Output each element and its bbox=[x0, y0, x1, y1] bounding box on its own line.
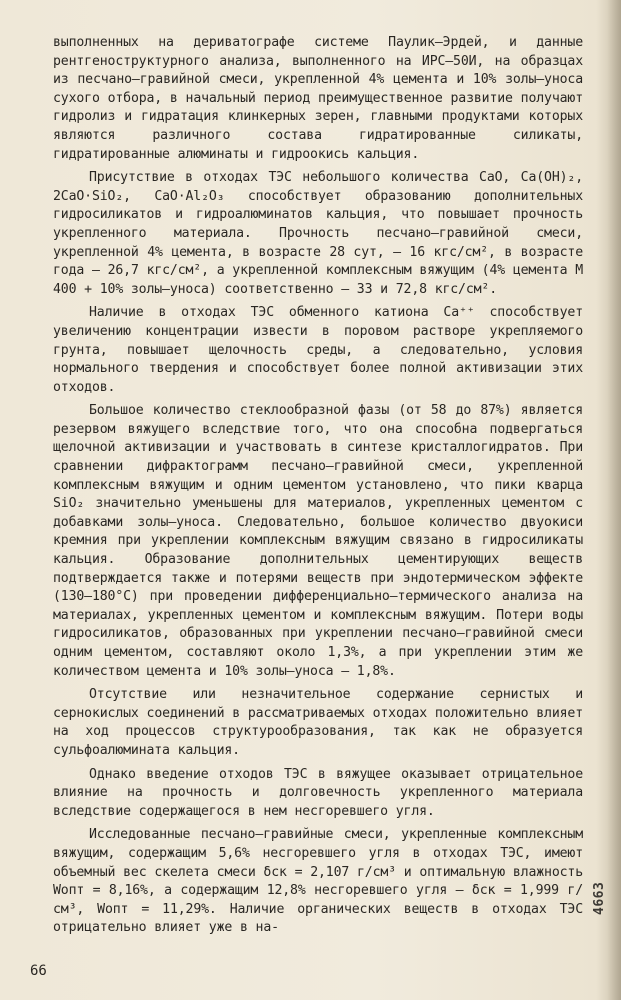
page-spine-shadow bbox=[607, 0, 621, 1000]
body-text bbox=[53, 34, 583, 943]
paragraph-3: Наличие в отходах ТЭС обменного катиона Са⁺⁺ способствует увеличению концентрации извести в поровом растворе укрепляемого грунта, повышает щелочность среды, а следовательно, условия нормального твердения и способствует более полной активизации этих отходов. bbox=[53, 305, 583, 395]
paragraph-1: выполненных на дериватографе системе Паулик–Эрдей, и данные рентгеноструктурного анализа, выполненного на ИРС–50И, на образцах из песчано–гравийной смеси, укрепленной 4% цемента и 10% золы–уноса сухого отбора, в начальный период преимущественное развитие получают гидролиз и гидратация клинкерных зерен, главными продуктами которых являются различного состава гидратированные силикаты, гидратированные алюминаты и гидроокись кальция. bbox=[53, 35, 583, 162]
paragraph-7: Исследованные песчано–гравийные смеси, укрепленные комплексным вяжущим, содержащим 5,6% несгоревшего угля в отходах ТЭС, имеют объемный вес скелета смеси δск = 2,107 г/см³ и оптимальную влажность Wопт = 8,16%, а содержащим 12,8% несгоревшего угля – δск = 1,999 г/см³, Wопт = 11,29%. Наличие органических веществ в отходах ТЭС отрицательно влияет уже в на- bbox=[53, 827, 583, 936]
side-stamp: 4663 bbox=[592, 881, 607, 915]
paragraph-6: Однако введение отходов ТЭС в вяжущее оказывает отрицательное влияние на прочность и долговечность укрепленного материала вследствие содержащегося в нем несгоревшего угля. bbox=[53, 766, 583, 819]
page-number: 66 bbox=[30, 963, 47, 979]
paragraph-4: Большое количество стеклообразной фазы (от 58 до 87%) является резервом вяжущего вследствие того, что она способна подвергаться щелочной активизации и участвовать в синтезе кристаллогидратов. При сравнении дифрактограмм песчано–гравийной смеси, укрепленной комплексным вяжущим и одним цементом установлено, что пики кварца SiО₂ значительно уменьшены для материалов, укрепленных цементом с добавками золы–уноса. Следовательно, большое количество двуокиси кремния при укреплении комплексным вяжущим связано в гидросиликаты кальция. Образование дополнительных цементирующих веществ подтверждается также и потерями веществ при эндотермическом эффекте (130–180°С) при проведении дифференциально–термического анализа на материалах, укрепленных цементом и комплексным вяжущим. Потери воды гидросиликатов, образованных при укреплении песчано–гравийной смеси одним цементом, составляют около 1,3%, а при укреплении этим же количеством цемента и 10% золы–уноса – 1,8%. bbox=[53, 403, 583, 679]
paragraph-5: Отсутствие или незначительное содержание сернистых и сернокислых соединений в рассматриваемых отходах положительно влияет на ход процессов структурообразования, так как не образуется сульфоалюмината кальция. bbox=[53, 687, 583, 758]
paragraph-2: Присутствие в отходах ТЭС небольшого количества СаО, Са(ОН)₂, 2СаО·SiО₂, СаО·Аl₂О₃ способствует образованию дополнительных гидросиликатов и гидроалюминатов кальция, что повышает прочность укрепленного материала. Прочность песчано–гравийной смеси, укрепленной 4% цемента, в возрасте 28 сут, – 16 кгс/см², в возрасте года – 26,7 кгс/см², а укрепленной комплексным вяжущим (4% цемента М 400 + 10% золы–уноса) соответственно – 33 и 72,8 кгс/см². bbox=[53, 170, 583, 297]
